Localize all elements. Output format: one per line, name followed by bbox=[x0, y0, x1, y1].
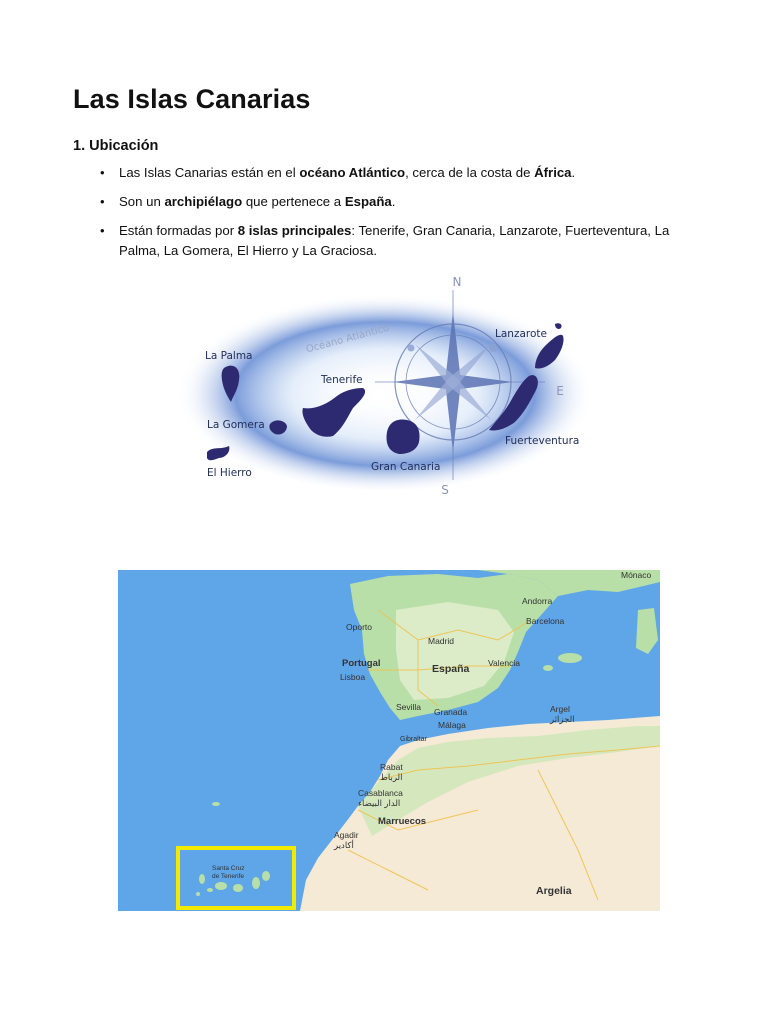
map-label-casablanca-ar: الدار البيضاء bbox=[358, 798, 401, 808]
bullet-text bbox=[119, 165, 575, 180]
map-label-andorra: Andorra bbox=[522, 596, 553, 606]
compass-s-label: S bbox=[441, 483, 449, 497]
bullet-plain-text: Son un bbox=[119, 194, 165, 209]
map-label-portugal: Portugal bbox=[342, 658, 381, 669]
gran-canaria-island bbox=[387, 420, 420, 455]
map-label-agadir: Agadir bbox=[334, 830, 359, 840]
bullet-list bbox=[73, 163, 713, 270]
map-label-espana: España bbox=[432, 663, 470, 675]
map-label-de-tenerife: de Tenerife bbox=[212, 873, 245, 880]
region-map bbox=[118, 570, 660, 911]
fuerteventura-label: Fuerteventura bbox=[505, 435, 580, 447]
section-heading-ubicacion: 1. Ubicación bbox=[73, 138, 159, 154]
map-label-rabat-ar: الرباط bbox=[380, 772, 403, 782]
bullet-bold-text: África bbox=[534, 165, 572, 180]
bullet-bold-text: archipiélago bbox=[164, 194, 243, 209]
map-label-lisboa: Lisboa bbox=[340, 672, 366, 682]
map-label-madrid: Madrid bbox=[428, 636, 454, 646]
el-hierro-label: El Hierro bbox=[207, 467, 252, 479]
map-label-casablanca: Casablanca bbox=[358, 788, 403, 798]
bullet-item bbox=[73, 163, 713, 183]
la-graciosa-island bbox=[555, 323, 562, 329]
la-gomera-label: La Gomera bbox=[207, 419, 265, 431]
madeira bbox=[212, 802, 220, 806]
bullet-plain-text: . bbox=[391, 194, 396, 209]
bullet-plain-text: , cerca de la costa de bbox=[405, 165, 535, 180]
map-label-argelia: Argelia bbox=[536, 885, 572, 897]
bullet-bold-text: océano Atlántico bbox=[299, 165, 406, 180]
balearic-islands bbox=[558, 653, 582, 663]
map-label-gibraltar: Gibraltar bbox=[400, 736, 427, 743]
balearic-islands-small bbox=[543, 665, 553, 671]
map-label-argel: Argel bbox=[550, 704, 570, 714]
bullet-bold-text: 8 islas principales bbox=[237, 223, 352, 238]
islands-illustration bbox=[175, 272, 595, 502]
bullet-dot: • bbox=[100, 165, 105, 180]
bullet-text bbox=[119, 194, 395, 209]
gran-canaria-label: Gran Canaria bbox=[371, 461, 441, 473]
bullet-dot: • bbox=[100, 194, 105, 209]
bullet-text bbox=[119, 223, 669, 258]
map-label-oporto: Oporto bbox=[346, 622, 372, 632]
la-palma-label: La Palma bbox=[205, 350, 253, 362]
bullet-item bbox=[73, 221, 713, 261]
map-label-santa-cruz: Santa Cruz bbox=[212, 865, 245, 872]
map-label-sevilla: Sevilla bbox=[396, 702, 422, 712]
map-label-granada: Granada bbox=[434, 707, 468, 717]
map-label-malaga: Málaga bbox=[438, 720, 466, 730]
bullet-item bbox=[73, 192, 713, 212]
map-label-barcelona: Barcelona bbox=[526, 616, 565, 626]
tenerife-label: Tenerife bbox=[321, 374, 363, 386]
map-label-agadir-ar: أكادير bbox=[334, 840, 354, 850]
compass-e-label: E bbox=[556, 384, 564, 398]
bullet-plain-text: : Tenerife, Gran Canaria, Lanzarote, Fuerteventura, La Palma, La Gomera, El Hierro y La Graciosa. bbox=[119, 223, 670, 258]
map-label-valencia: Valencia bbox=[488, 658, 520, 668]
lanzarote-label: Lanzarote bbox=[495, 328, 547, 340]
map-label-argel-ar: الجزائر bbox=[550, 714, 575, 724]
map-label-rabat: Rabat bbox=[380, 762, 403, 772]
bullet-plain-text: que pertenece a bbox=[242, 194, 345, 209]
bullet-plain-text: Están formadas por bbox=[119, 223, 238, 238]
bullet-plain-text: Las Islas Canarias están en el bbox=[119, 165, 300, 180]
ocean-label: Océano Atlántico bbox=[304, 322, 391, 356]
compass-n-label: N bbox=[452, 275, 462, 289]
bullet-bold-text: España bbox=[344, 194, 392, 209]
page-title: Las Islas Canarias bbox=[73, 84, 311, 114]
map-label-monaco: Mónaco bbox=[621, 570, 652, 580]
bullet-plain-text: . bbox=[571, 165, 576, 180]
bullet-dot: • bbox=[100, 223, 105, 238]
map-label-marruecos: Marruecos bbox=[378, 816, 427, 827]
